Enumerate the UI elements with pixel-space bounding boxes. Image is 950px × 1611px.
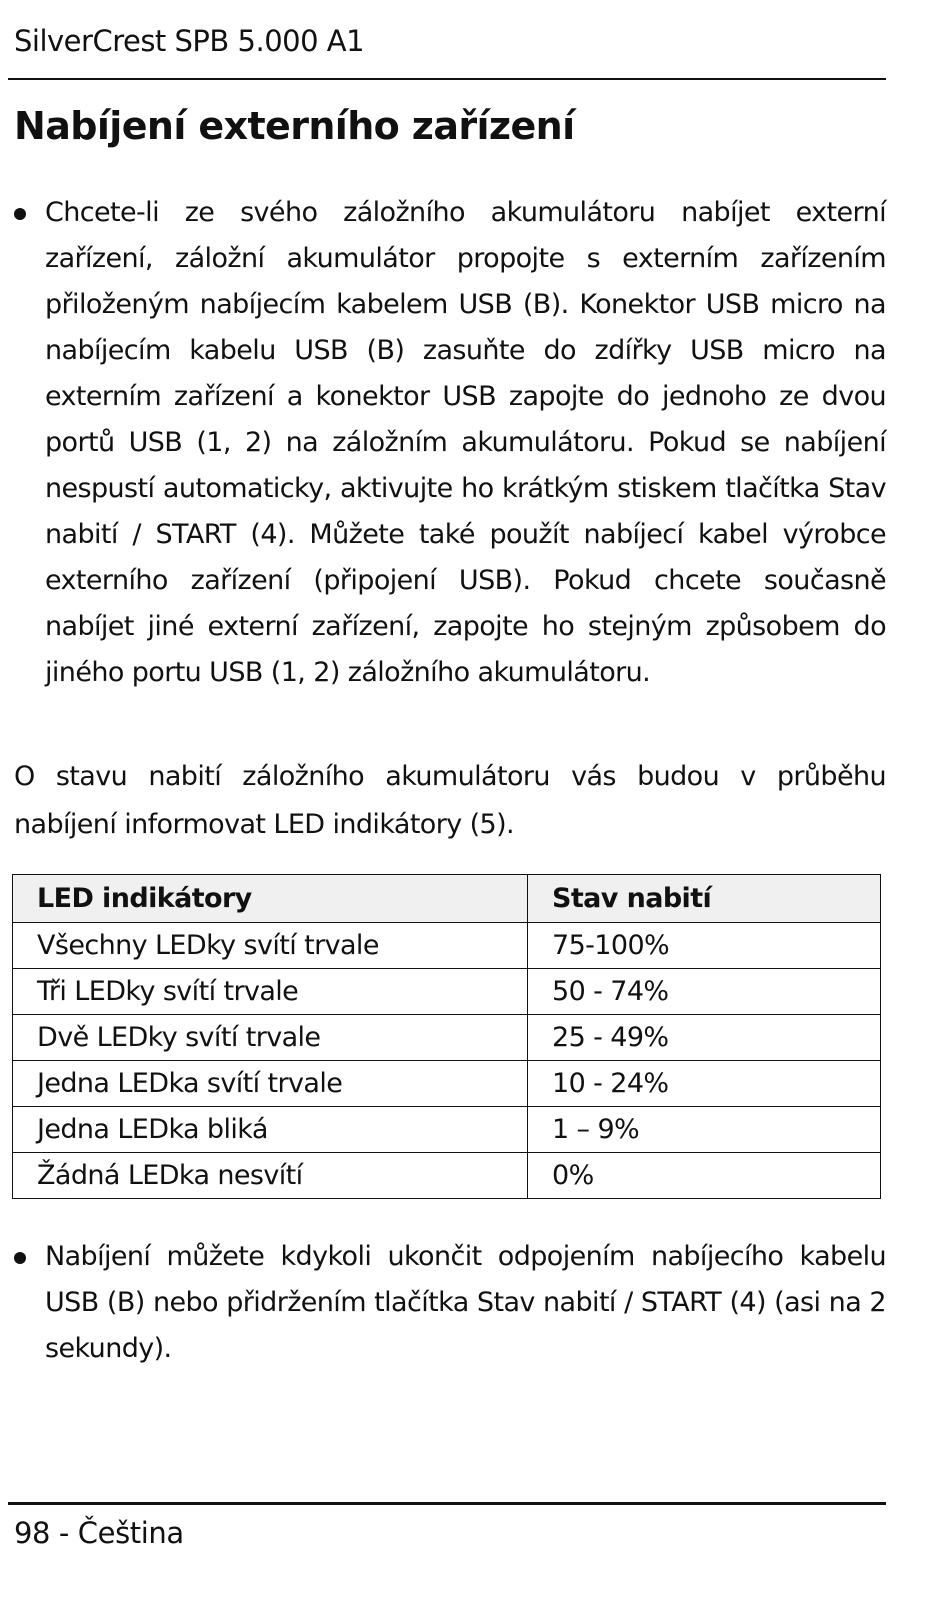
table-cell-status: 50 - 74%: [528, 969, 881, 1015]
table-row: [13, 1061, 881, 1107]
bullet-dot-icon: [14, 208, 26, 220]
led-info-paragraph: O stavu nabití záložního akumulátoru vás budou v průběhu nabíjení informovat LED indikátory (5).: [14, 761, 886, 840]
bullet-text: Chcete-li ze svého záložního akumulátoru nabíjet externí zařízení, záložní akumulátor propojte s externím zařízením přiloženým nabíjecím kabelem USB (B). Konektor USB micro na nabíjecím kabelu USB (B) zasuňte do zdířky USB micro na externím zařízení a konektor USB zapojte do jednoho ze dvou portů USB (1, 2) na záložním akumulátoru. Pokud se nabíjení nespustí automaticky, aktivujte ho krátkým stiskem tlačítka Stav nabití / START (4). Můžete také použít nabíjecí kabel výrobce externího zařízení (připojení USB). Pokud chcete současně nabíjet jiné externí zařízení, zapojte ho stejným způsobem do jiného portu USB (1, 2) záložního akumulátoru.: [45, 197, 886, 688]
table-cell-led: Žádná LEDka nesvítí: [13, 1153, 528, 1199]
table-cell-status: 25 - 49%: [528, 1015, 881, 1061]
table-cell-led: Jedna LEDka bliká: [13, 1107, 528, 1153]
table-cell-led: Jedna LEDka svítí trvale: [13, 1061, 528, 1107]
table-row: [13, 1015, 881, 1061]
page-footer: 98 - Čeština: [14, 1516, 184, 1550]
bullet-text: Nabíjení můžete kdykoli ukončit odpojením nabíjecího kabelu USB (B) nebo přidržením tlačítka Stav nabití / START (4) (asi na 2 sekundy).: [45, 1241, 886, 1364]
table-row: [13, 1153, 881, 1199]
table-header-row: [13, 875, 881, 923]
table-cell-status: 0%: [528, 1153, 881, 1199]
table-cell-status: 1 – 9%: [528, 1107, 881, 1153]
table-row: [13, 923, 881, 969]
column-header-led: LED indikátory: [13, 875, 528, 923]
column-header-status: Stav nabití: [528, 875, 881, 923]
table-cell-status: 75-100%: [528, 923, 881, 969]
table-cell-led: Tři LEDky svítí trvale: [13, 969, 528, 1015]
footer-rule: [8, 1502, 886, 1505]
bullet-dot-icon: [14, 1252, 26, 1264]
header-rule: [8, 78, 886, 80]
section-title: Nabíjení externího zařízení: [14, 104, 575, 148]
table-cell-led: Dvě LEDky svítí trvale: [13, 1015, 528, 1061]
table-cell-status: 10 - 24%: [528, 1061, 881, 1107]
header-title: SilverCrest SPB 5.000 A1: [14, 24, 365, 58]
table-cell-led: Všechny LEDky svítí trvale: [13, 923, 528, 969]
led-status-table: [12, 874, 881, 1199]
table-row: [13, 969, 881, 1015]
table-row: [13, 1107, 881, 1153]
